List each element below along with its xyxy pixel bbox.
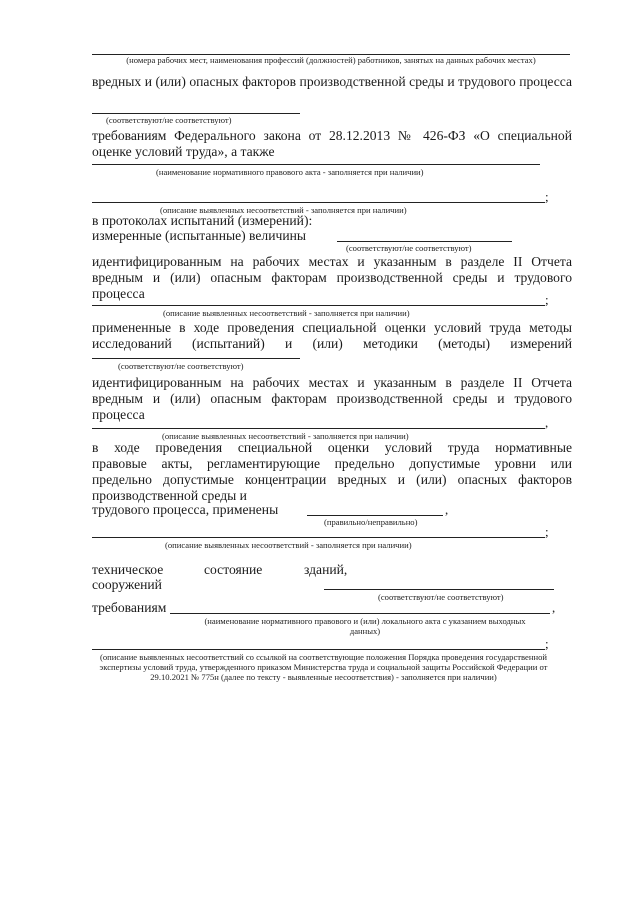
paragraph-applied: трудового процесса, применены: [92, 502, 279, 517]
caption-local-act: (наименование нормативного правового и (или) локального акта с указанием выходных данных): [204, 616, 526, 636]
local-act-line: [170, 613, 550, 614]
paragraph-measured: измеренные (испытанные) величины: [92, 228, 307, 243]
correct-line: [307, 515, 443, 516]
semicolon-4: ;: [545, 636, 549, 651]
caption-mismatch-2: (описание выявленных несоответствий - заполняется при наличии): [163, 308, 410, 318]
comply-line-2: [337, 241, 512, 242]
comma-1: ,: [545, 415, 549, 430]
semicolon-3: ;: [545, 524, 549, 539]
caption-comply-4: (соответствуют/не соответствуют): [378, 592, 504, 602]
caption-mismatch-4: (описание выявленных несоответствий - заполняется при наличии): [165, 540, 412, 550]
normative-act-line: [92, 164, 540, 165]
caption-mismatch-3: (описание выявленных несоответствий - заполняется при наличии): [162, 431, 409, 441]
paragraph-law-line-2: оценке условий труда», а также: [92, 144, 275, 159]
caption-mismatch-1: (описание выявленных несоответствий - заполняется при наличии): [160, 205, 407, 215]
mismatch-line-2: [92, 305, 545, 306]
comply-line-1: [92, 113, 300, 114]
paragraph-normative-line-2: правовые акты, регламентирующие предельно допустимые уровни или: [92, 456, 572, 471]
word-technical: техническое: [92, 562, 164, 577]
mismatch-line-1: [92, 202, 545, 203]
paragraph-structures: сооружений: [92, 577, 162, 592]
word-state: состояние: [204, 562, 263, 577]
semicolon-2: ;: [545, 292, 549, 307]
caption-comply-3: (соответствуют/не соответствуют): [118, 361, 244, 371]
mismatch-line-4: [92, 537, 545, 538]
comply-line-4: [324, 589, 554, 590]
paragraph-requirements: требованиям: [92, 600, 167, 615]
paragraph-protocols: в протоколах испытаний (измерений):: [92, 213, 313, 228]
comma-3: ,: [552, 600, 556, 615]
paragraph-methods: примененные в ходе проведения специальной оценки условий труда методы исследований (испытаний) и (или) методики (методы) измерений: [92, 320, 572, 351]
caption-final: (описание выявленных несоответствий со ссылкой на соответствующие положения Порядка проведения государственной экспертизы условий труда, утвержденного приказом Министерства труда и социальной защиты Российской Федерации от 29.10.2021 № 775н (далее по тексту - выявленные несоответствия) - заполняется при наличии): [99, 652, 548, 682]
caption-normative-act: (наименование нормативного правового акта - заполняется при наличии): [156, 167, 424, 177]
paragraph-identified-2: идентифицированным на рабочих местах и указанным в разделе II Отчета вредным и (или) опасным факторам производственной среды и трудового процесса: [92, 375, 572, 422]
paragraph-normative-line-4: производственной среды и: [92, 488, 247, 503]
comply-line-3: [92, 358, 300, 359]
comma-2: ,: [445, 502, 449, 517]
caption-comply-2: (соответствуют/не соответствуют): [346, 243, 472, 253]
caption-comply-1: (соответствуют/не соответствуют): [106, 115, 232, 125]
paragraph-harmful-factors: вредных и (или) опасных факторов производственной среды и трудового процесса: [92, 74, 572, 89]
paragraph-normative-line-1: в ходе проведения специальной оценки условий труда нормативные: [92, 440, 572, 455]
caption-correct: (правильно/неправильно): [324, 517, 418, 527]
final-line: [92, 649, 545, 650]
semicolon-1: ;: [545, 189, 549, 204]
paragraph-law-line-1: требованиям Федерального закона от 28.12.2013 № 426-ФЗ «О специальной: [92, 128, 572, 143]
paragraph-normative-line-3: предельно допустимые концентрации вредных и (или) опасных факторов: [92, 472, 572, 487]
mismatch-line-3: [92, 428, 545, 429]
word-buildings: зданий,: [304, 562, 348, 577]
caption-workplaces: (номера рабочих мест, наименования профессий (должностей) работников, занятых на данных рабочих местах): [126, 55, 536, 65]
paragraph-identified-1: идентифицированным на рабочих местах и указанным в разделе II Отчета вредным и (или) опасным факторам производственной среды и трудового процесса: [92, 254, 572, 301]
